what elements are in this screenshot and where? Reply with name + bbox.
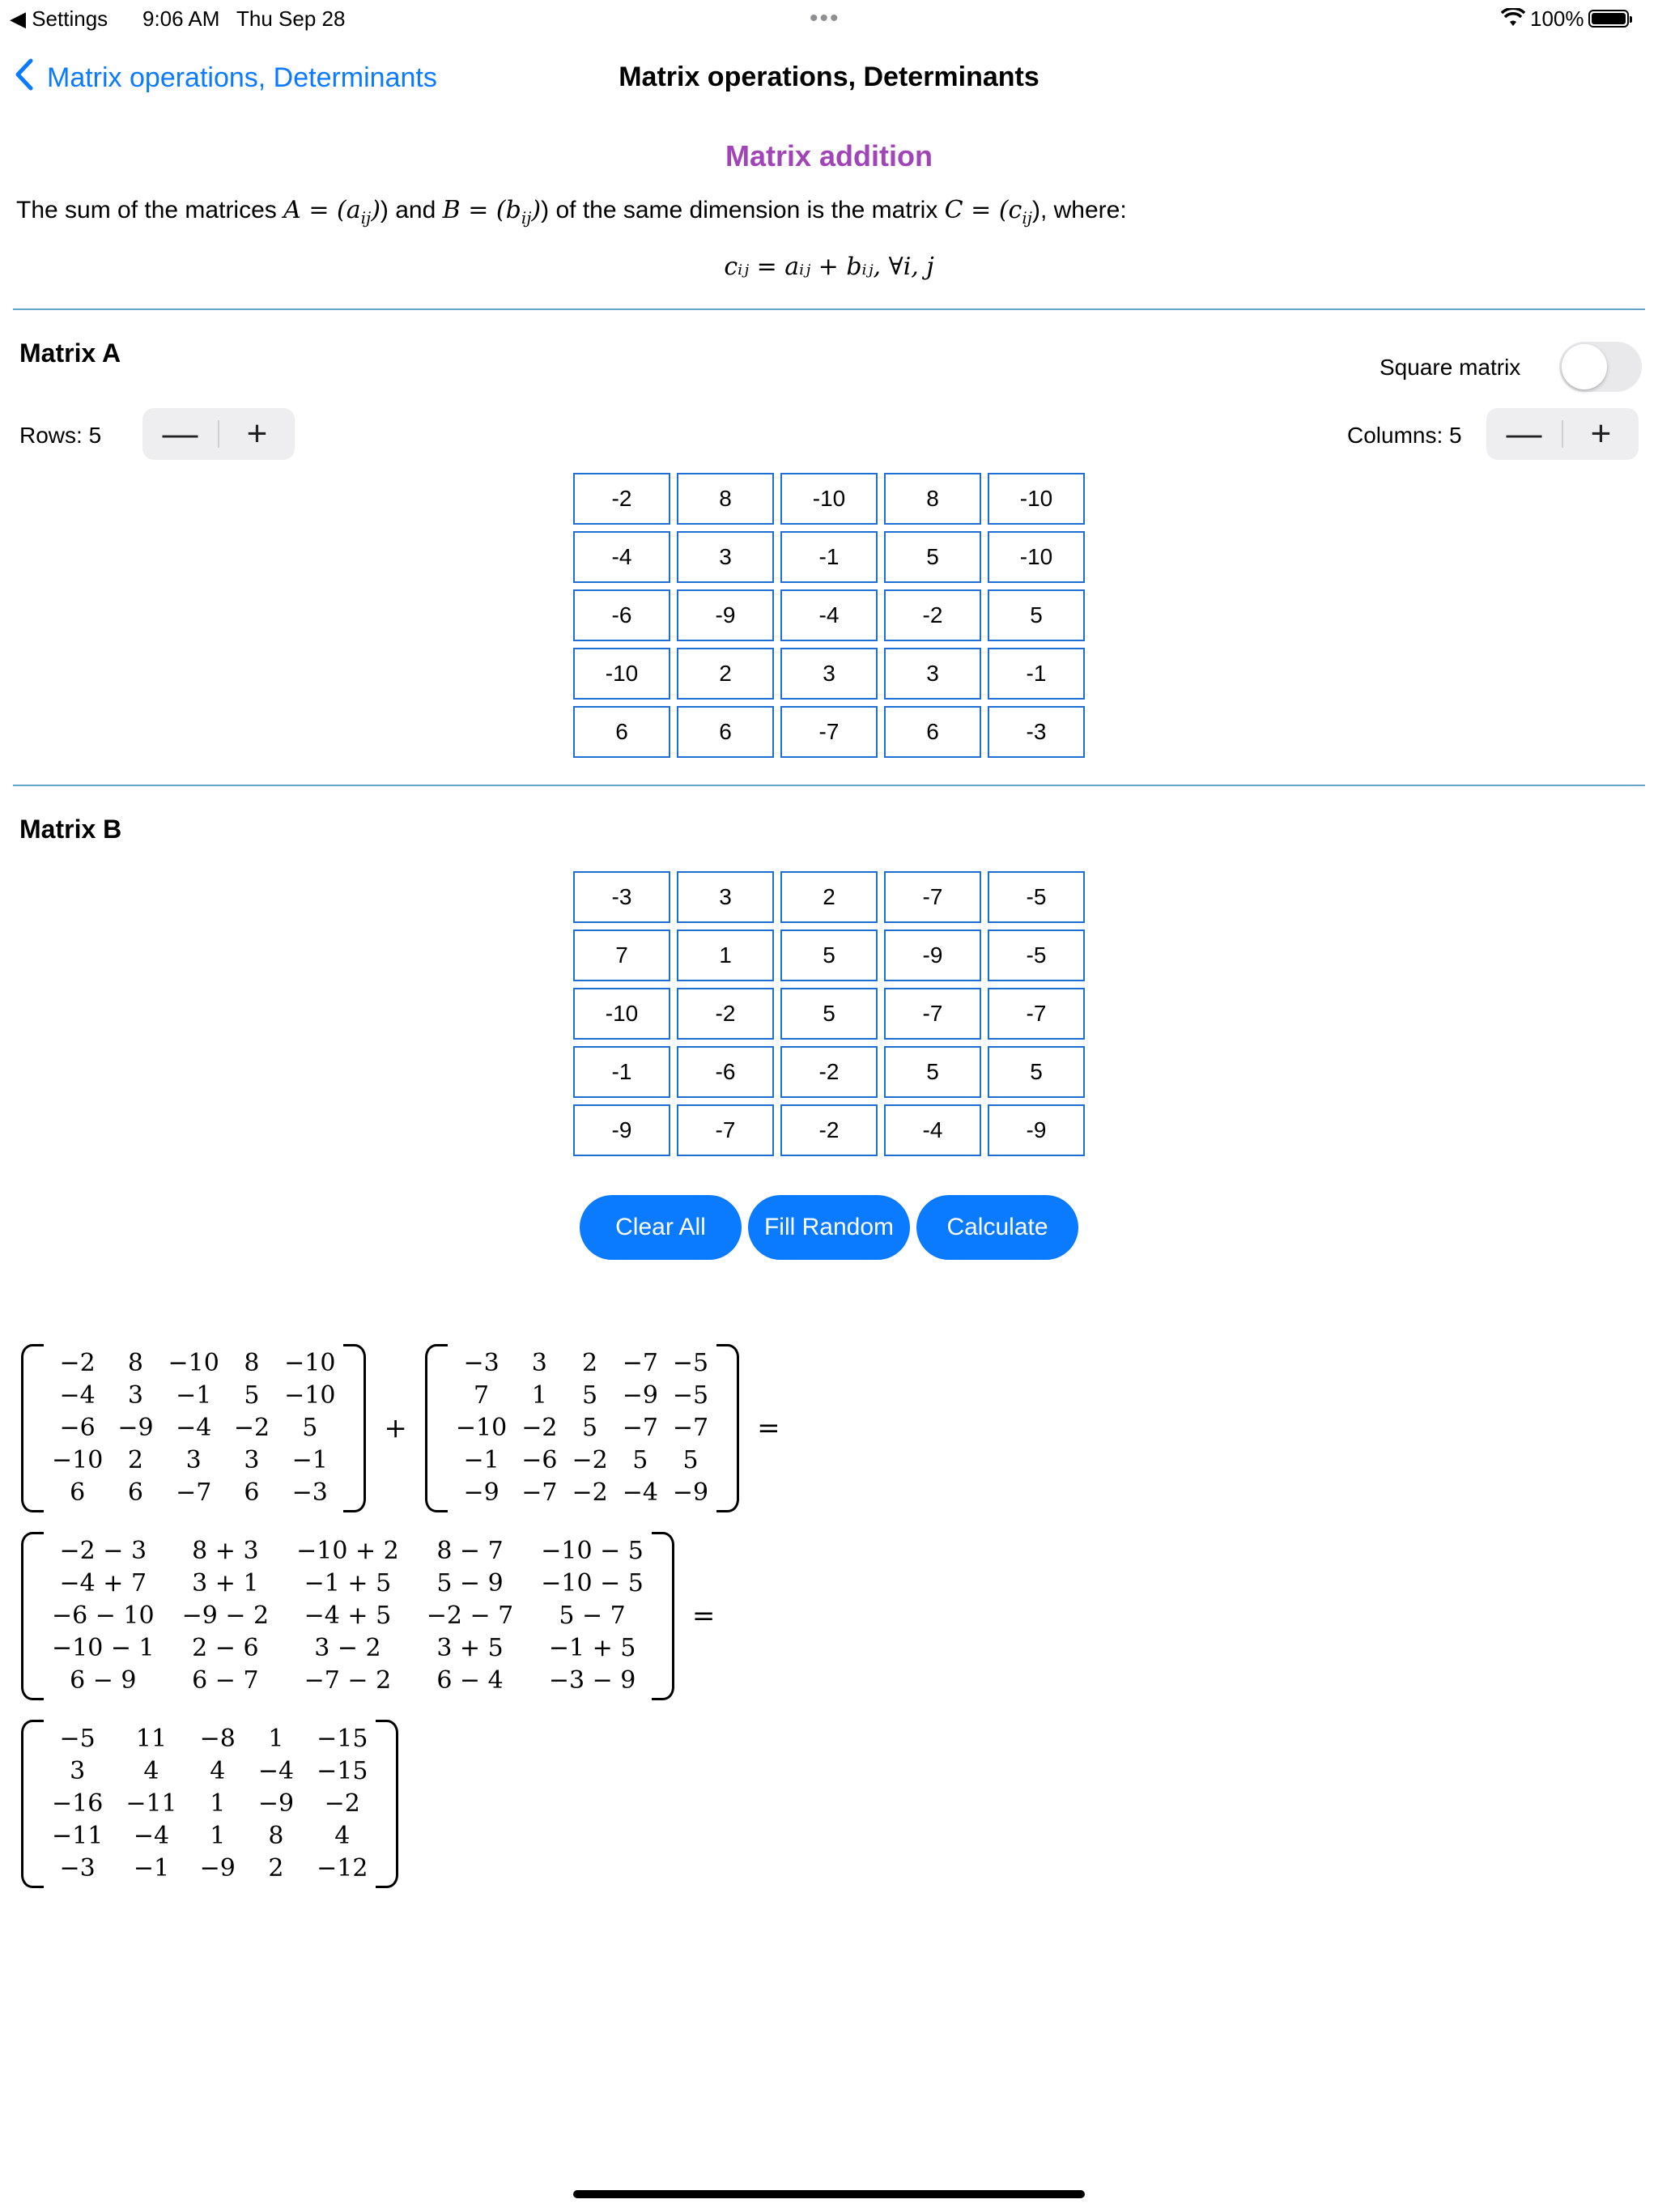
math-entry: −6 − 10 — [52, 1602, 155, 1630]
math-entry: 1 — [268, 1725, 284, 1753]
math-entry: −2 — [233, 1414, 270, 1442]
matrix-cell-input[interactable]: -2 — [573, 473, 670, 525]
matrix-cell-input[interactable]: 5 — [884, 1046, 981, 1098]
matrix-cell-input[interactable]: -5 — [988, 929, 1085, 981]
matrix-cell-input[interactable]: -1 — [988, 648, 1085, 700]
math-entry: 8 + 3 — [192, 1537, 259, 1565]
math-entry: −10 — [284, 1349, 336, 1377]
matrix-cell-input[interactable]: -9 — [677, 589, 774, 641]
math-entry: 2 — [127, 1446, 143, 1474]
math-entry: −1 — [463, 1446, 500, 1474]
math-entry: −6 — [59, 1414, 96, 1442]
matrix-cell-input[interactable]: -7 — [988, 988, 1085, 1040]
math-entry: 1 — [210, 1789, 226, 1818]
math-entry: 8 − 7 — [436, 1537, 504, 1565]
math-entry: −4 — [133, 1822, 170, 1850]
math-entry: −4 — [176, 1414, 212, 1442]
math-entry: 5 — [582, 1414, 598, 1442]
math-entry: −10 — [284, 1381, 336, 1410]
matrix-cell-input[interactable]: 8 — [677, 473, 774, 525]
divider — [13, 308, 1645, 310]
math-entry: 4 — [143, 1757, 159, 1785]
math-entry: 5 — [582, 1381, 598, 1410]
math-entry: −7 — [176, 1478, 212, 1507]
rows-stepper[interactable] — [142, 408, 295, 460]
square-matrix-label: Square matrix — [1380, 355, 1521, 380]
page-title: Matrix operations, Determinants — [619, 62, 1039, 92]
matrix-cell-input[interactable]: 7 — [573, 929, 670, 981]
matrix-cell-input[interactable]: -7 — [677, 1104, 774, 1156]
matrix-cell-input[interactable]: 3 — [677, 871, 774, 923]
matrix-cell-input[interactable]: -5 — [988, 871, 1085, 923]
result-sum-expression — [44, 1533, 652, 1699]
matrix-cell-input[interactable]: -10 — [988, 473, 1085, 525]
math-entry: −16 — [52, 1789, 104, 1818]
math-entry: 3 — [244, 1446, 260, 1474]
rows-decrement-button[interactable]: — — [162, 414, 198, 453]
matrix-cell-input[interactable]: -7 — [884, 988, 981, 1040]
math-entry: −5 — [672, 1349, 709, 1377]
matrix-cell-input[interactable]: -9 — [988, 1104, 1085, 1156]
math-entry: 1 — [210, 1822, 226, 1850]
matrix-cell-input[interactable]: 5 — [780, 929, 878, 981]
math-entry: 6 — [244, 1478, 260, 1507]
math-entry: 6 − 4 — [436, 1666, 504, 1695]
result-line-2 — [21, 1532, 733, 1700]
matrix-cell-input[interactable]: -10 — [573, 988, 670, 1040]
math-entry: −5 — [672, 1381, 709, 1410]
math-entry: −12 — [317, 1854, 368, 1882]
math-entry: −4 — [257, 1757, 295, 1785]
columns-stepper[interactable] — [1486, 408, 1639, 460]
matrix-cell-input[interactable]: 5 — [780, 988, 878, 1040]
math-entry: −10 + 2 — [296, 1537, 399, 1565]
math-entry: −9 — [257, 1789, 295, 1818]
sum-formula: cᵢⱼ = aᵢⱼ + bᵢⱼ, ∀i, j — [724, 253, 934, 281]
wifi-icon — [1501, 8, 1525, 32]
math-entry: 3 − 2 — [314, 1634, 381, 1662]
matrix-cell-input[interactable]: -2 — [677, 988, 774, 1040]
math-entry: −2 — [324, 1789, 360, 1818]
matrix-cell-input[interactable]: -9 — [884, 929, 981, 981]
result-line-1 — [21, 1344, 798, 1512]
math-entry: −11 — [125, 1789, 177, 1818]
matrix-cell-input[interactable]: -4 — [884, 1104, 981, 1156]
clear-all-button[interactable]: Clear All — [580, 1195, 742, 1260]
math-entry: 8 — [268, 1822, 284, 1850]
matrix-cell-input[interactable]: 3 — [884, 648, 981, 700]
rows-increment-button[interactable]: + — [246, 414, 268, 453]
math-entry: 2 − 6 — [192, 1634, 259, 1662]
status-back-app[interactable]: ◀ Settings — [10, 6, 108, 31]
math-entry: 3 — [185, 1446, 202, 1474]
matrix-cell-input[interactable]: -10 — [988, 531, 1085, 583]
fill-random-button[interactable]: Fill Random — [748, 1195, 910, 1260]
matrix-cell-input[interactable]: -7 — [780, 706, 878, 758]
matrix-cell-input[interactable]: -2 — [884, 589, 981, 641]
matrix-cell-input[interactable]: 6 — [573, 706, 670, 758]
rows-label: Rows: 5 — [19, 423, 102, 448]
math-entry: −4 — [59, 1381, 96, 1410]
math-entry: 3 + 5 — [436, 1634, 504, 1662]
math-entry: −2 — [521, 1414, 558, 1442]
definition-text: The sum of the matrices $A = (a_{ij})$) and $B = (b_{ij})$) of the same dimension is the matrix $C = (c_{ij})$, where: — [16, 196, 1127, 228]
math-entry: −1 — [291, 1446, 328, 1474]
matrix-cell-input[interactable]: 5 — [884, 531, 981, 583]
columns-decrement-button[interactable]: — — [1506, 414, 1542, 453]
math-entry: −7 — [521, 1478, 558, 1507]
matrix-cell-input[interactable]: 3 — [780, 648, 878, 700]
math-entry: −10 — [455, 1414, 508, 1442]
matrix-cell-input[interactable]: -1 — [780, 531, 878, 583]
math-entry: −9 — [117, 1414, 154, 1442]
math-entry: 5 — [632, 1446, 648, 1474]
math-entry: 5 — [682, 1446, 699, 1474]
result-line-3 — [21, 1720, 398, 1888]
square-matrix-toggle[interactable] — [1559, 342, 1642, 392]
math-entry: 5 — [244, 1381, 260, 1410]
columns-increment-button[interactable]: + — [1590, 414, 1612, 453]
equals-sign: = — [757, 1412, 780, 1444]
math-entry: −1 — [176, 1381, 212, 1410]
matrix-cell-input[interactable]: -1 — [573, 1046, 670, 1098]
math-entry: 3 + 1 — [192, 1569, 259, 1597]
math-entry: −10 — [168, 1349, 219, 1377]
math-entry: −2 − 3 — [59, 1537, 147, 1565]
result-matrix-c — [44, 1721, 376, 1887]
math-entry: 8 — [244, 1349, 260, 1377]
divider — [13, 785, 1645, 786]
math-entry: 7 — [474, 1381, 490, 1410]
math-entry: −4 + 5 — [304, 1602, 392, 1630]
matrix-cell-input[interactable]: 5 — [988, 589, 1085, 641]
math-entry: −5 — [59, 1725, 96, 1753]
math-entry: −3 — [291, 1478, 328, 1507]
math-entry: −2 — [59, 1349, 96, 1377]
math-entry: −4 — [622, 1478, 658, 1507]
math-entry: −10 − 5 — [541, 1569, 644, 1597]
math-entry: −8 — [199, 1725, 236, 1753]
math-entry: −7 − 2 — [304, 1666, 392, 1695]
math-entry: 3 — [531, 1349, 547, 1377]
matrix-cell-input[interactable]: 2 — [780, 871, 878, 923]
matrix-cell-input[interactable]: -4 — [780, 589, 878, 641]
result-matrix-a — [44, 1345, 343, 1512]
math-entry: −9 — [463, 1478, 500, 1507]
math-entry: −1 + 5 — [548, 1634, 636, 1662]
matrix-cell-input[interactable]: -6 — [573, 589, 670, 641]
matrix-cell-input[interactable]: -2 — [780, 1046, 878, 1098]
multitasking-dots-icon[interactable]: ••• — [810, 5, 840, 32]
matrix-cell-input[interactable]: -9 — [573, 1104, 670, 1156]
home-indicator[interactable] — [573, 2190, 1085, 2198]
math-entry: −3 — [59, 1854, 96, 1882]
math-entry: −15 — [317, 1757, 368, 1785]
math-entry: −7 — [622, 1349, 658, 1377]
math-entry: −9 — [672, 1478, 709, 1507]
back-button-label: Matrix operations, Determinants — [47, 62, 437, 93]
matrix-cell-input[interactable]: -10 — [573, 648, 670, 700]
math-entry: −9 — [622, 1381, 658, 1410]
math-entry: 2 — [268, 1854, 284, 1882]
math-entry: 4 — [210, 1757, 226, 1785]
matrix-cell-input[interactable]: 6 — [677, 706, 774, 758]
math-entry: −2 − 7 — [426, 1602, 514, 1630]
status-time: 9:06 AM — [142, 6, 220, 31]
math-entry: 2 — [582, 1349, 598, 1377]
matrix-cell-input[interactable]: -3 — [573, 871, 670, 923]
math-entry: 6 − 9 — [70, 1666, 137, 1695]
math-entry: −9 — [199, 1854, 236, 1882]
math-entry: −15 — [317, 1725, 368, 1753]
matrix-cell-input[interactable]: 6 — [884, 706, 981, 758]
calculate-button[interactable]: Calculate — [916, 1195, 1078, 1260]
plus-sign: + — [384, 1412, 407, 1444]
matrix-cell-input[interactable]: 2 — [677, 648, 774, 700]
math-entry: 6 — [127, 1478, 143, 1507]
matrix-cell-input[interactable]: 3 — [677, 531, 774, 583]
section-title: Matrix addition — [725, 139, 933, 172]
math-entry: −9 − 2 — [181, 1602, 270, 1630]
status-date: Thu Sep 28 — [236, 6, 346, 31]
columns-label: Columns: 5 — [1347, 423, 1462, 448]
matrix-cell-input[interactable]: 1 — [677, 929, 774, 981]
math-entry: −1 + 5 — [304, 1569, 392, 1597]
math-entry: 8 — [127, 1349, 143, 1377]
matrix-cell-input[interactable]: 5 — [988, 1046, 1085, 1098]
math-entry: −7 — [672, 1414, 709, 1442]
matrix-cell-input[interactable]: -2 — [780, 1104, 878, 1156]
math-entry: −2 — [572, 1478, 608, 1507]
math-entry: −2 — [572, 1446, 608, 1474]
math-entry: 1 — [531, 1381, 547, 1410]
math-entry: −3 — [463, 1349, 500, 1377]
math-entry: 3 — [127, 1381, 143, 1410]
matrix-cell-input[interactable]: -7 — [884, 871, 981, 923]
math-entry: −4 + 7 — [59, 1569, 147, 1597]
math-entry: 5 − 9 — [436, 1569, 504, 1597]
math-entry: −10 − 1 — [52, 1634, 155, 1662]
math-entry: −7 — [622, 1414, 658, 1442]
battery-icon — [1588, 10, 1629, 28]
matrix-cell-input[interactable]: -10 — [780, 473, 878, 525]
math-entry: 3 — [70, 1757, 86, 1785]
result-matrix-b — [448, 1345, 716, 1512]
matrix-cell-input[interactable]: 8 — [884, 473, 981, 525]
math-entry: 5 − 7 — [559, 1602, 626, 1630]
math-entry: 5 — [302, 1414, 318, 1442]
battery-percent: 100% — [1530, 6, 1584, 31]
math-entry: 6 — [70, 1478, 86, 1507]
matrix-a-label: Matrix A — [19, 338, 121, 368]
matrix-b-label: Matrix B — [19, 815, 122, 844]
math-entry: −10 — [52, 1446, 104, 1474]
math-entry: −1 — [133, 1854, 170, 1882]
matrix-cell-input[interactable]: -4 — [573, 531, 670, 583]
math-entry: 4 — [334, 1822, 351, 1850]
math-entry: −3 − 9 — [548, 1666, 636, 1695]
equals-sign: = — [691, 1600, 716, 1632]
math-entry: 6 − 7 — [192, 1666, 259, 1695]
math-entry: −6 — [521, 1446, 558, 1474]
math-entry: −10 − 5 — [541, 1537, 644, 1565]
math-entry: 11 — [135, 1725, 168, 1753]
matrix-cell-input[interactable]: -3 — [988, 706, 1085, 758]
matrix-cell-input[interactable]: -6 — [677, 1046, 774, 1098]
math-entry: −11 — [52, 1822, 104, 1850]
